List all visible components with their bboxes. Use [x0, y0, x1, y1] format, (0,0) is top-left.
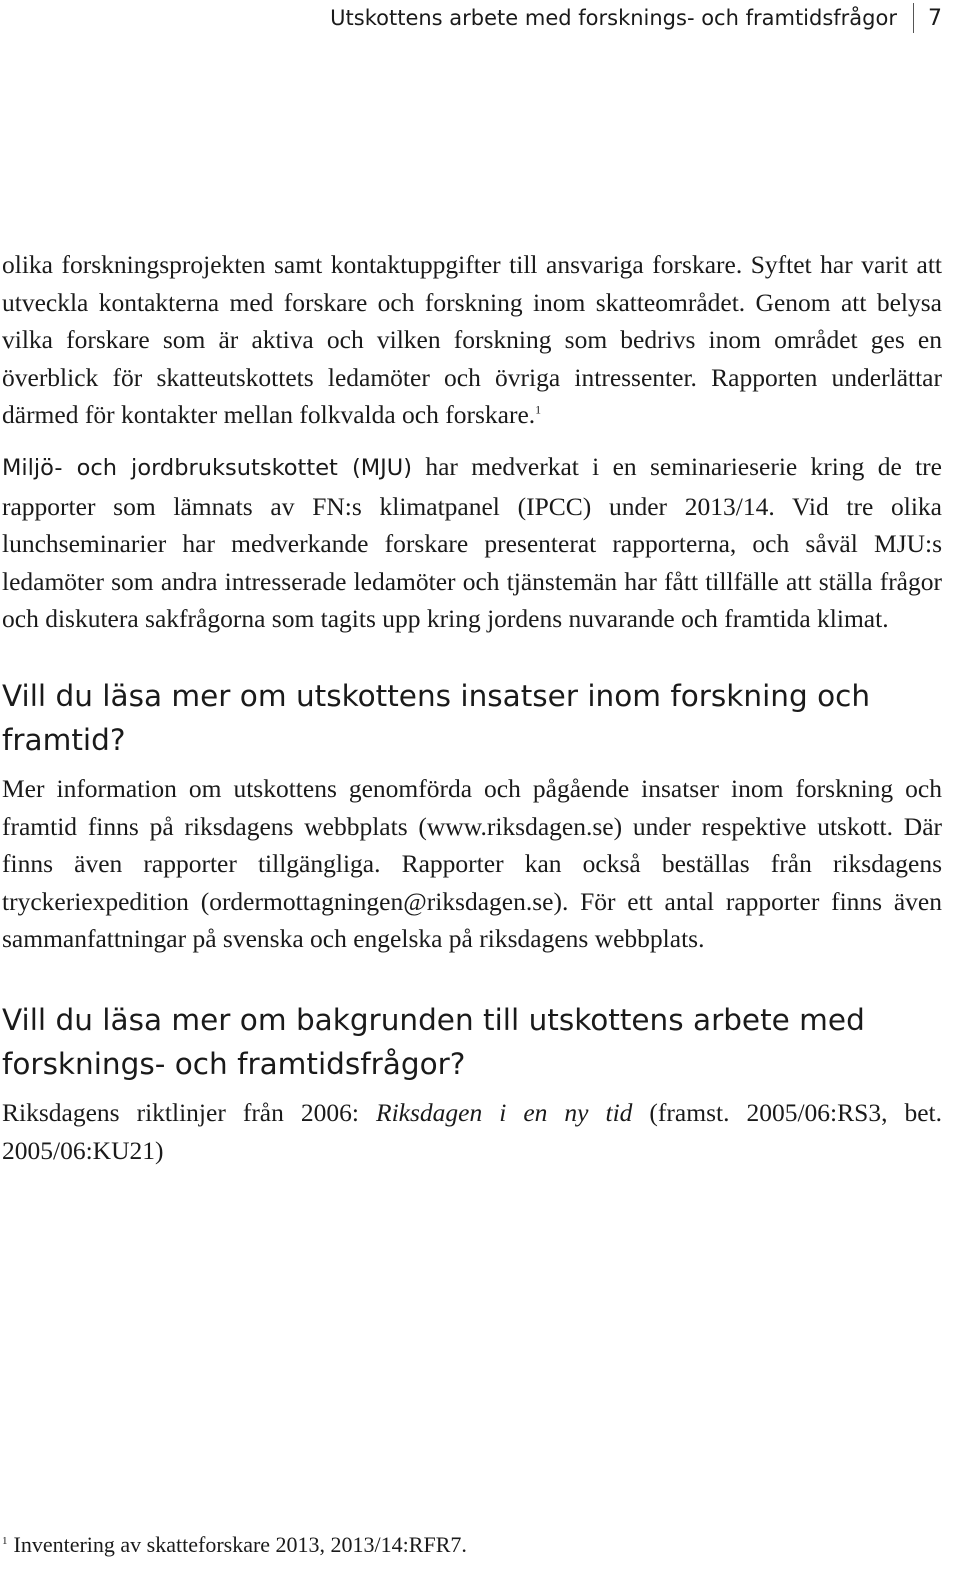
running-title: Utskottens arbete med forsknings- och framtidsfrågor [330, 6, 897, 30]
paragraph-skatteforskare [2, 246, 942, 434]
section-heading-background: Vill du läsa mer om bakgrunden till utskottens arbete med forsknings- och framtidsfrågor? [2, 1002, 865, 1081]
footnote-reference: 1 [535, 402, 542, 417]
paragraph-guidelines [2, 1094, 942, 1169]
publication-title: Riksdagen i en ny tid [376, 1097, 633, 1127]
section-heading-research: Vill du läsa mer om utskottens insatser inom forskning och framtid? [2, 678, 871, 757]
page-number: 7 [928, 5, 942, 31]
paragraph-text: har medverkat i en seminarieserie kring de tre rapporter som lämnats av FN:s klimatpanel (IPCC) under 2013/14. Vid tre olika lunchseminarier har medverkande forskare presenterat rapporterna, och såväl MJU:s ledamöter som andra intresserade ledamöter och tjänstemän har fått tillfälle att ställa frågor och diskutera sakfrågorna som tagits upp kring jordens nuvarande och framtida klimat. [2, 451, 942, 634]
footnote [2, 1530, 467, 1560]
committee-name: Miljö- och jordbruksutskottet (MJU) [2, 454, 413, 481]
footnote-text: Inventering av skatteforskare 2013, 2013/14:RFR7. [13, 1532, 467, 1557]
header-divider [913, 3, 914, 33]
main-content [2, 246, 942, 1169]
footnote-number: 1 [2, 1534, 8, 1547]
running-header [330, 0, 942, 36]
guidelines-reference: (framst. 2005/06:RS3, bet. 2005/06:KU21) [2, 1097, 942, 1165]
paragraph-more-info: Mer information om utskottens genomförda och pågående insatser inom forskning och framtid finns på riksdagens webbplats (www.riksdagen.se) under respektive utskott. Där finns även rapporter tillgängliga. Rapporter kan också beställas från riksdagens tryckeriexpedition (ordermottagningen@riksdagen.se). För ett antal rapporter finns även sammanfattningar på svenska och engelska på riksdagens webbplats. [2, 773, 942, 954]
paragraph-text: olika forskningsprojekten samt kontaktuppgifter till ansvariga forskare. Syftet har varit att utveckla kontakterna med forskare och forskning inom skatteområdet. Genom att belysa vilka forskare som är aktiva och vilken forskning som bedrivs inom området ges en överblick för skatteutskottets ledamöter och övriga intressenter. Rapporten underlättar därmed för kontakter mellan folkvalda och forskare. [2, 250, 942, 430]
guidelines-text: Riksdagens riktlinjer från 2006: [2, 1097, 376, 1127]
paragraph-mju [2, 448, 942, 638]
